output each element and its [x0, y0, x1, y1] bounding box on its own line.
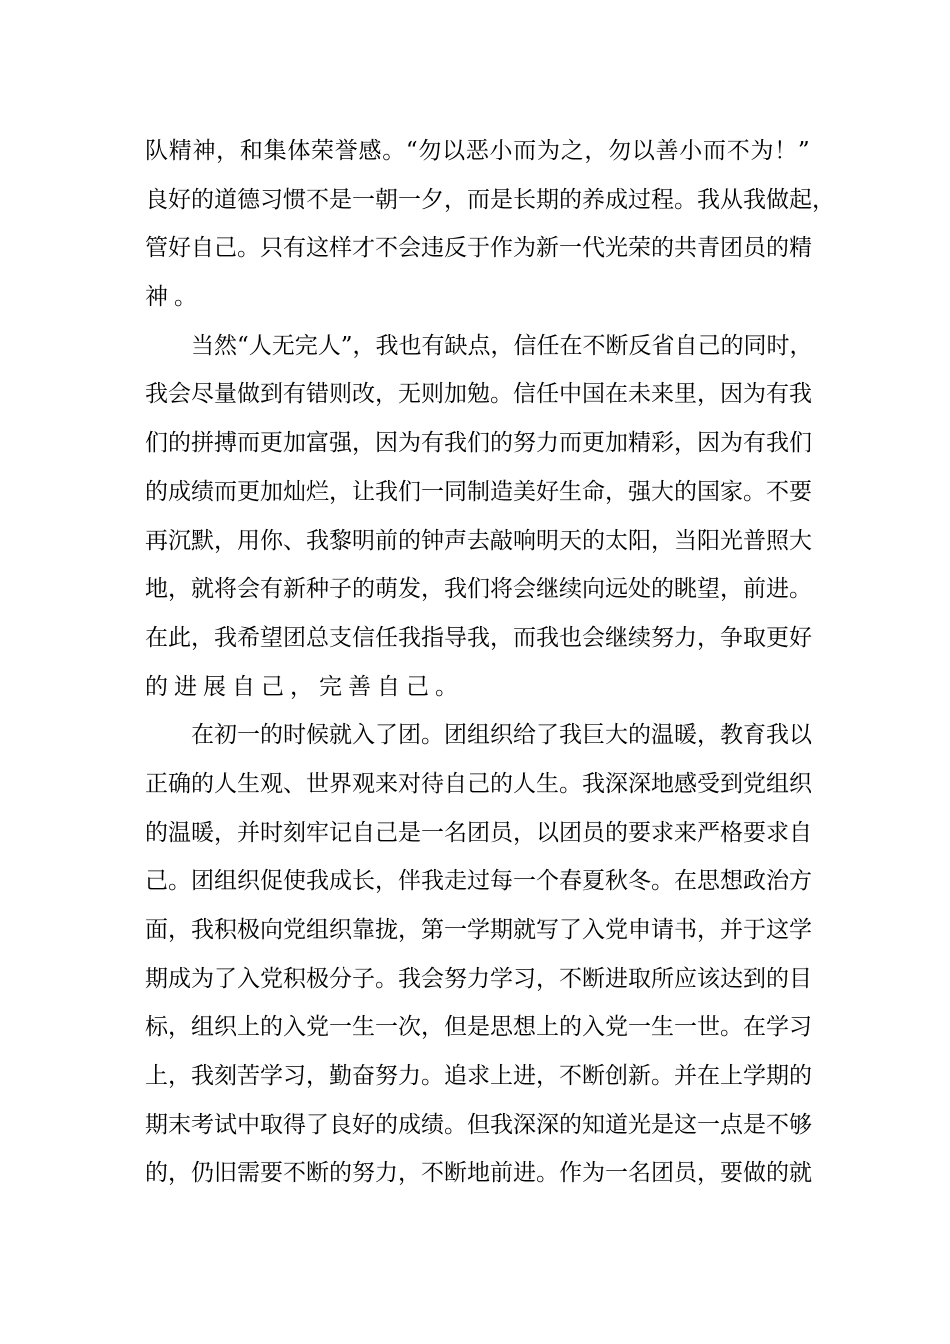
text-line: 当 然 “ 人 无 完 人 ” ， 我 也 有 缺 点 ， 信 任 在 不 断 反 省 自 己 的 同 时 ，	[191, 332, 813, 359]
text-line: 在 初 一 的 时 候 就 入 了 团 。 团 组 织 给 了 我 巨 大 的 温 暖 ， 教 育 我 以	[191, 722, 812, 749]
text-line: 期 成 为 了 入 党 积 极 分 子 。 我 会 努 力 学 习 ， 不 断 进 取 所 应 该 达 到 的 目	[145, 965, 812, 992]
text-line: 标 ， 组 织 上 的 入 党 一 生 一 次 ， 但 是 思 想 上 的 入 党 一 生 一 世 。 在 学 习	[145, 1014, 812, 1041]
text-line: 面 ， 我 积 极 向 党 组 织 靠 拢 ， 第 一 学 期 就 写 了 入 党 申 请 书 ， 并 于 这 学	[145, 917, 812, 943]
text-line: 在 此 ， 我 希 望 团 总 支 信 任 我 指 导 我 ， 而 我 也 会 继 续 努 力 ， 争 取 更 好	[145, 624, 812, 651]
text-line: 的 温 暖 ， 并 时 刻 牢 记 自 己 是 一 名 团 员 ， 以 团 员 的 要 求 来 严 格 要 求 自	[145, 819, 812, 846]
text-line: 队 精 神 ， 和 集 体 荣 誉 感 。 “ 勿 以 恶 小 而 为 之 ， 勿 以 善 小 而 不 为 ！ ”	[145, 138, 810, 164]
text-line: 的 ， 仍 旧 需 要 不 断 的 努 力 ， 不 断 地 前 进 。 作 为 一 名 团 员 ， 要 做 的 就	[145, 1160, 812, 1187]
text-line: 们 的 拼 搏 而 更 加 富 强 ， 因 为 有 我 们 的 努 力 而 更 加 精 彩 ， 因 为 有 我 们	[145, 430, 812, 457]
text-line: 良 好 的 道 德 习 惯 不 是 一 朝 一 夕 ， 而 是 长 期 的 养 成 过 程 。 我 从 我 做 起 ，	[145, 186, 835, 213]
text-line: 正 确 的 人 生 观 、 世 界 观 来 对 待 自 己 的 人 生 。 我 深 深 地 感 受 到 党 组 织	[145, 770, 812, 797]
text-line: 地 ， 就 将 会 有 新 种 子 的 萌 发 ， 我 们 将 会 继 续 向 远 处 的 眺 望 ， 前 进 。	[145, 576, 812, 603]
text-line: 己 。 团 组 织 促 使 我 成 长 ， 伴 我 走 过 每 一 个 春 夏 秋 冬 。 在 思 想 政 治 方	[145, 868, 812, 895]
text-line: 我 会 尽 量 做 到 有 错 则 改 ， 无 则 加 勉 。 信 任 中 国 在 未 来 里 ， 因 为 有 我	[145, 381, 812, 408]
text-line: 上 ， 我 刻 苦 学 习 ， 勤 奋 努 力 。 追 求 上 进 ， 不 断 创 新 。 并 在 上 学 期 的	[145, 1063, 812, 1090]
text-line: 期 末 考 试 中 取 得 了 良 好 的 成 绩 。 但 我 深 深 的 知 道 光 是 这 一 点 是 不 够	[145, 1111, 812, 1138]
text-line: 的 成 绩 而 更 加 灿 烂 ， 让 我 们 一 同 制 造 美 好 生 命 ， 强 大 的 国 家 。 不 要	[145, 478, 812, 505]
text-line: 再 沉 默 ， 用 你 、 我 黎 明 前 的 钟 声 去 敲 响 明 天 的 太 阳 ， 当 阳 光 普 照 大	[145, 527, 812, 554]
text-line: 管 好 自 己 。 只 有 这 样 才 不 会 违 反 于 作 为 新 一 代 光 荣 的 共 青 团 员 的 精	[145, 235, 812, 262]
text-line: 的进展自己，完善自己。	[145, 673, 464, 700]
text-line: 神。	[145, 284, 203, 311]
document-body	[145, 127, 835, 1198]
